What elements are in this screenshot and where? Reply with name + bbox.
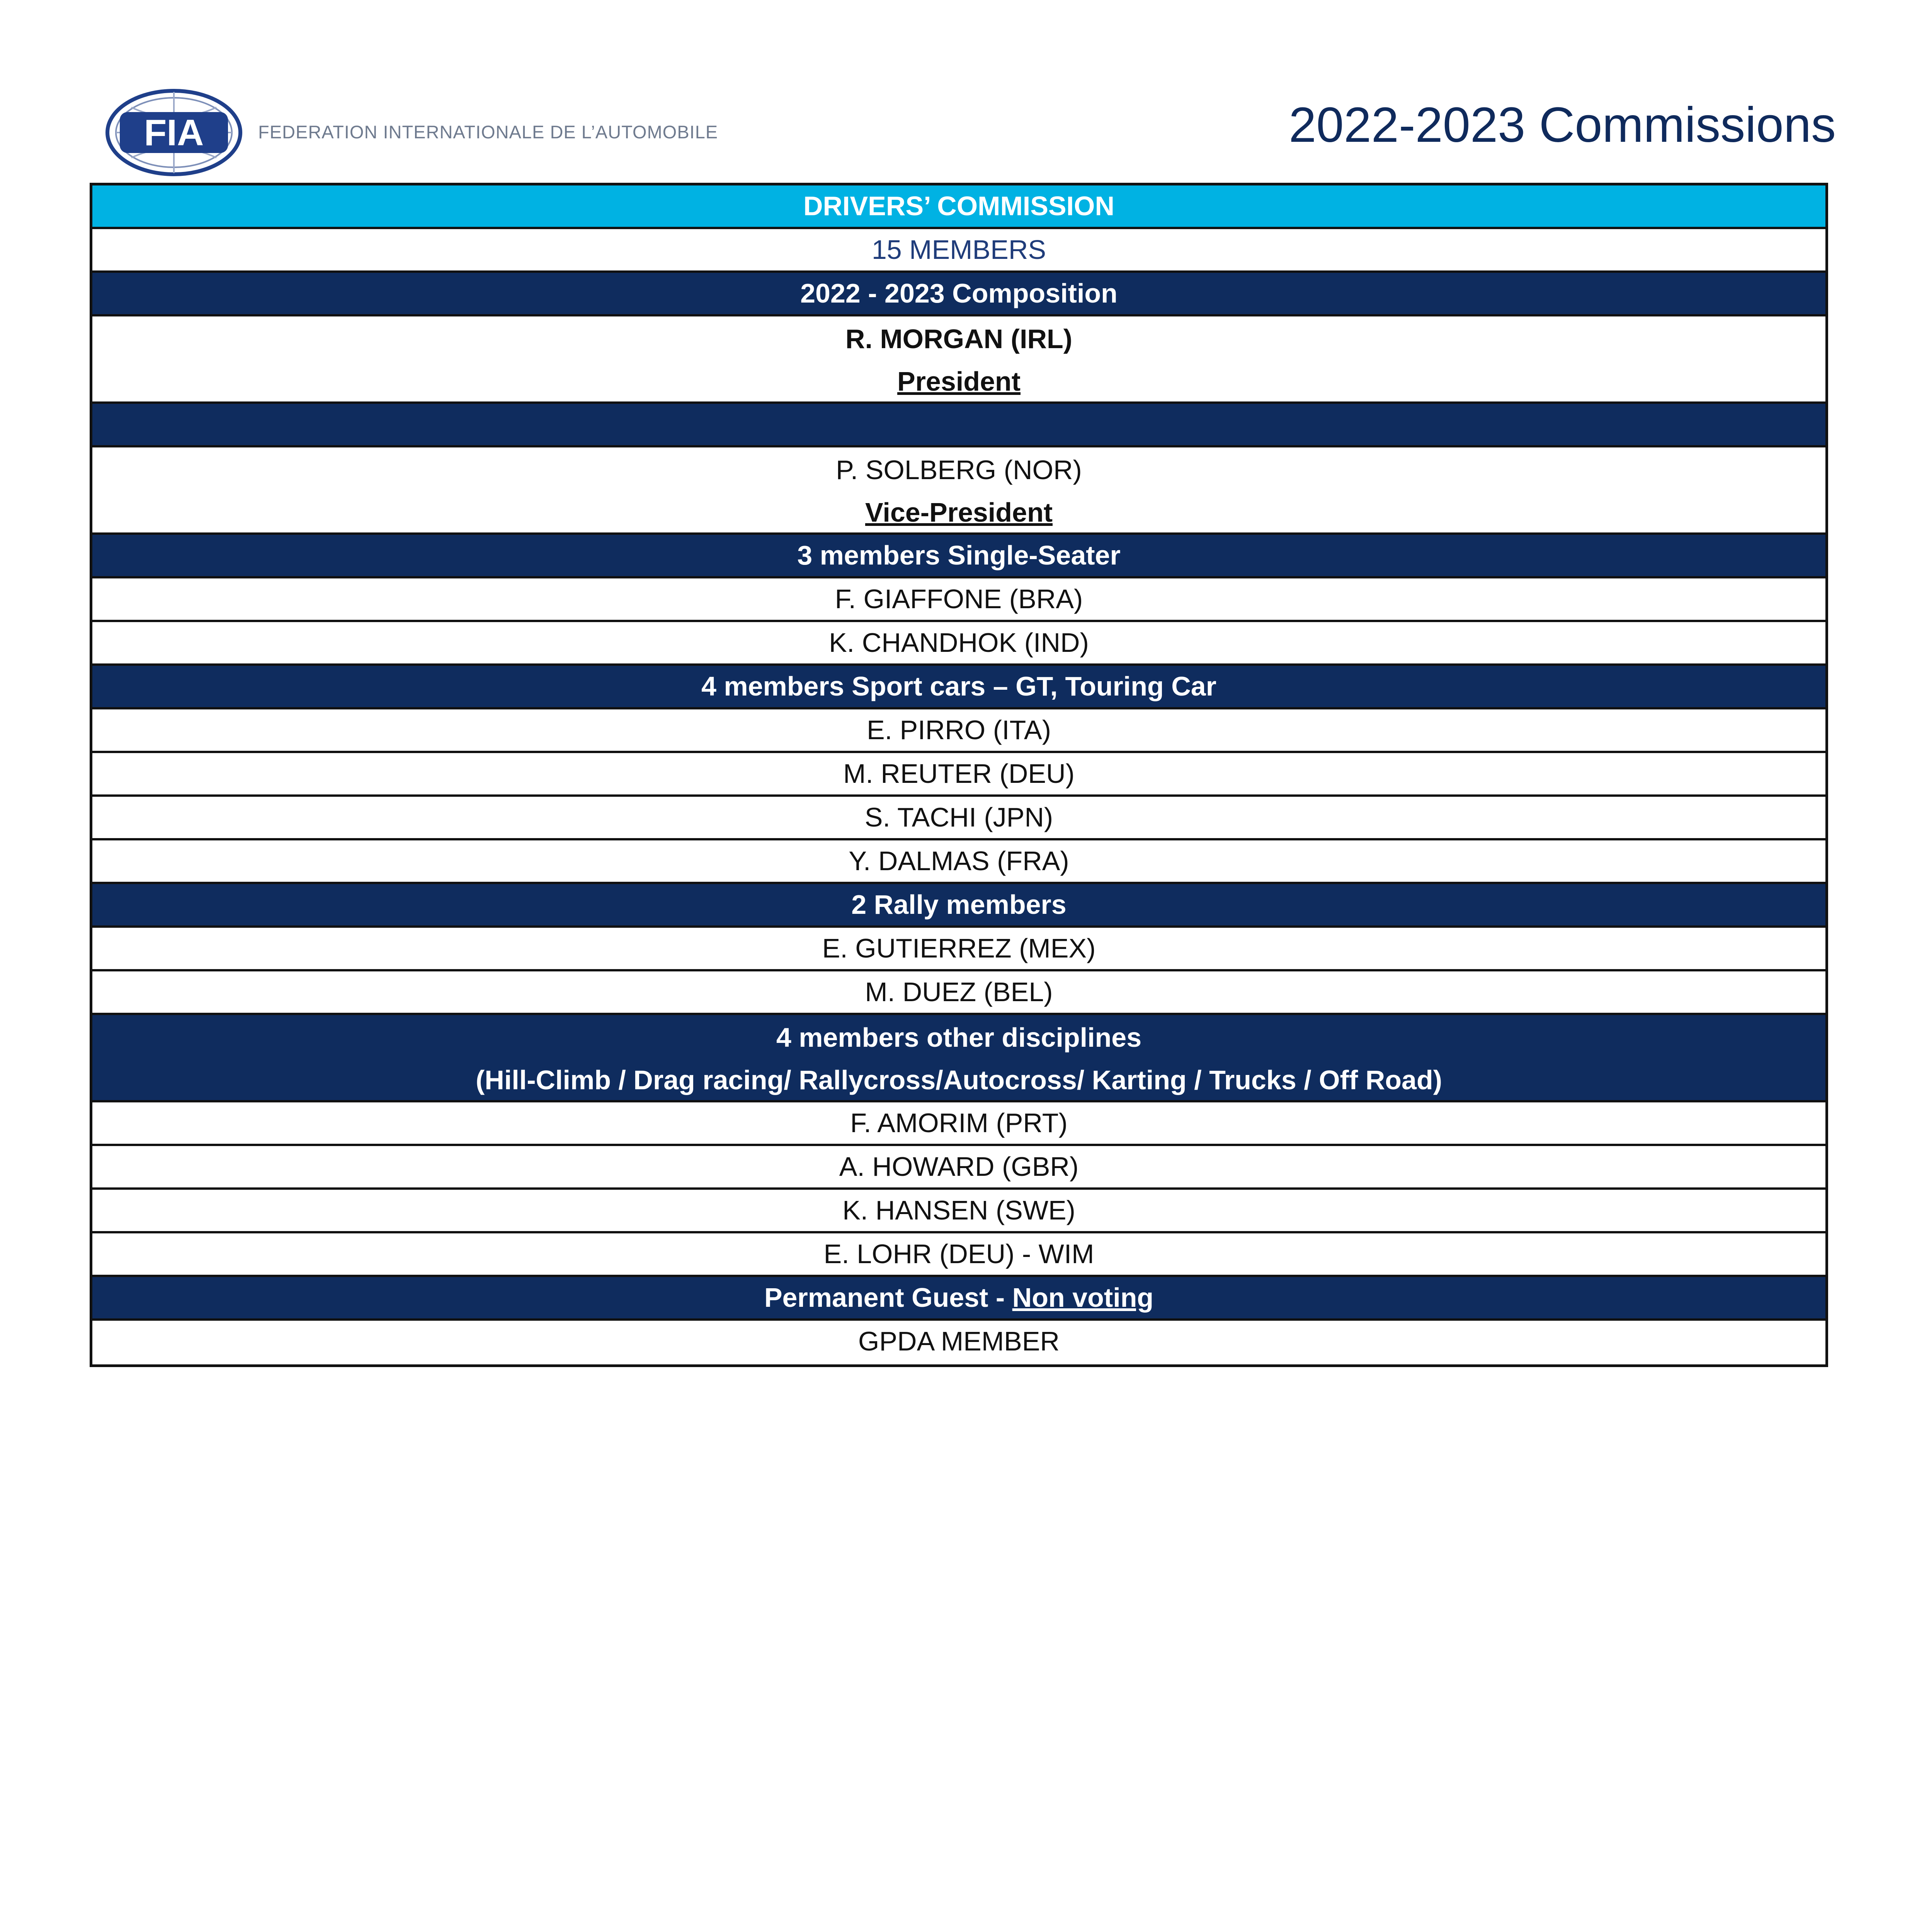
blank-separator-row [92, 404, 1825, 447]
other-disciplines-header [92, 1015, 1825, 1102]
member-row: E. GUTIERREZ (MEX) [92, 928, 1825, 971]
composition-row: 2022 - 2023 Composition [92, 273, 1825, 316]
fia-logo [104, 88, 243, 177]
non-voting-label: Non voting [1012, 1282, 1154, 1313]
member-row: A. HOWARD (GBR) [92, 1146, 1825, 1190]
vice-president-row [92, 447, 1825, 535]
sport-cars-header: 4 members Sport cars – GT, Touring Car [92, 666, 1825, 709]
member-row: M. REUTER (DEU) [92, 753, 1825, 797]
member-count-row: 15 MEMBERS [92, 229, 1825, 273]
organization-name: FEDERATION INTERNATIONALE DE L’AUTOMOBILE [258, 122, 718, 142]
single-seater-header: 3 members Single-Seater [92, 535, 1825, 578]
member-row: F. GIAFFONE (BRA) [92, 578, 1825, 622]
rally-header: 2 Rally members [92, 884, 1825, 928]
permanent-guest-header [92, 1277, 1825, 1321]
member-row: S. TACHI (JPN) [92, 797, 1825, 840]
vice-president-name: P. SOLBERG (NOR) [836, 455, 1082, 485]
member-row: Y. DALMAS (FRA) [92, 840, 1825, 884]
member-row: K. CHANDHOK (IND) [92, 622, 1825, 666]
commission-table [90, 183, 1828, 1367]
permanent-guest-label: Permanent Guest - [764, 1282, 1012, 1313]
vice-president-role: Vice-President [865, 497, 1053, 527]
president-name: R. MORGAN (IRL) [845, 324, 1073, 354]
other-disciplines-title: 4 members other disciplines [776, 1022, 1142, 1053]
president-role: President [897, 366, 1021, 396]
guest-row: GPDA MEMBER [92, 1321, 1825, 1364]
svg-text:FIA: FIA [144, 112, 204, 153]
commission-title-row: DRIVERS’ COMMISSION [92, 185, 1825, 229]
member-row: F. AMORIM (PRT) [92, 1102, 1825, 1146]
member-row: E. LOHR (DEU) - WIM [92, 1233, 1825, 1277]
president-row [92, 316, 1825, 404]
member-row: M. DUEZ (BEL) [92, 971, 1825, 1015]
member-row: K. HANSEN (SWE) [92, 1190, 1825, 1233]
page-title: 2022-2023 Commissions [1289, 97, 1836, 153]
member-row: E. PIRRO (ITA) [92, 709, 1825, 753]
fia-globe-icon [104, 88, 243, 177]
other-disciplines-list: (Hill-Climb / Drag racing/ Rallycross/Autocross/ Karting / Trucks / Off Road) [475, 1065, 1442, 1095]
